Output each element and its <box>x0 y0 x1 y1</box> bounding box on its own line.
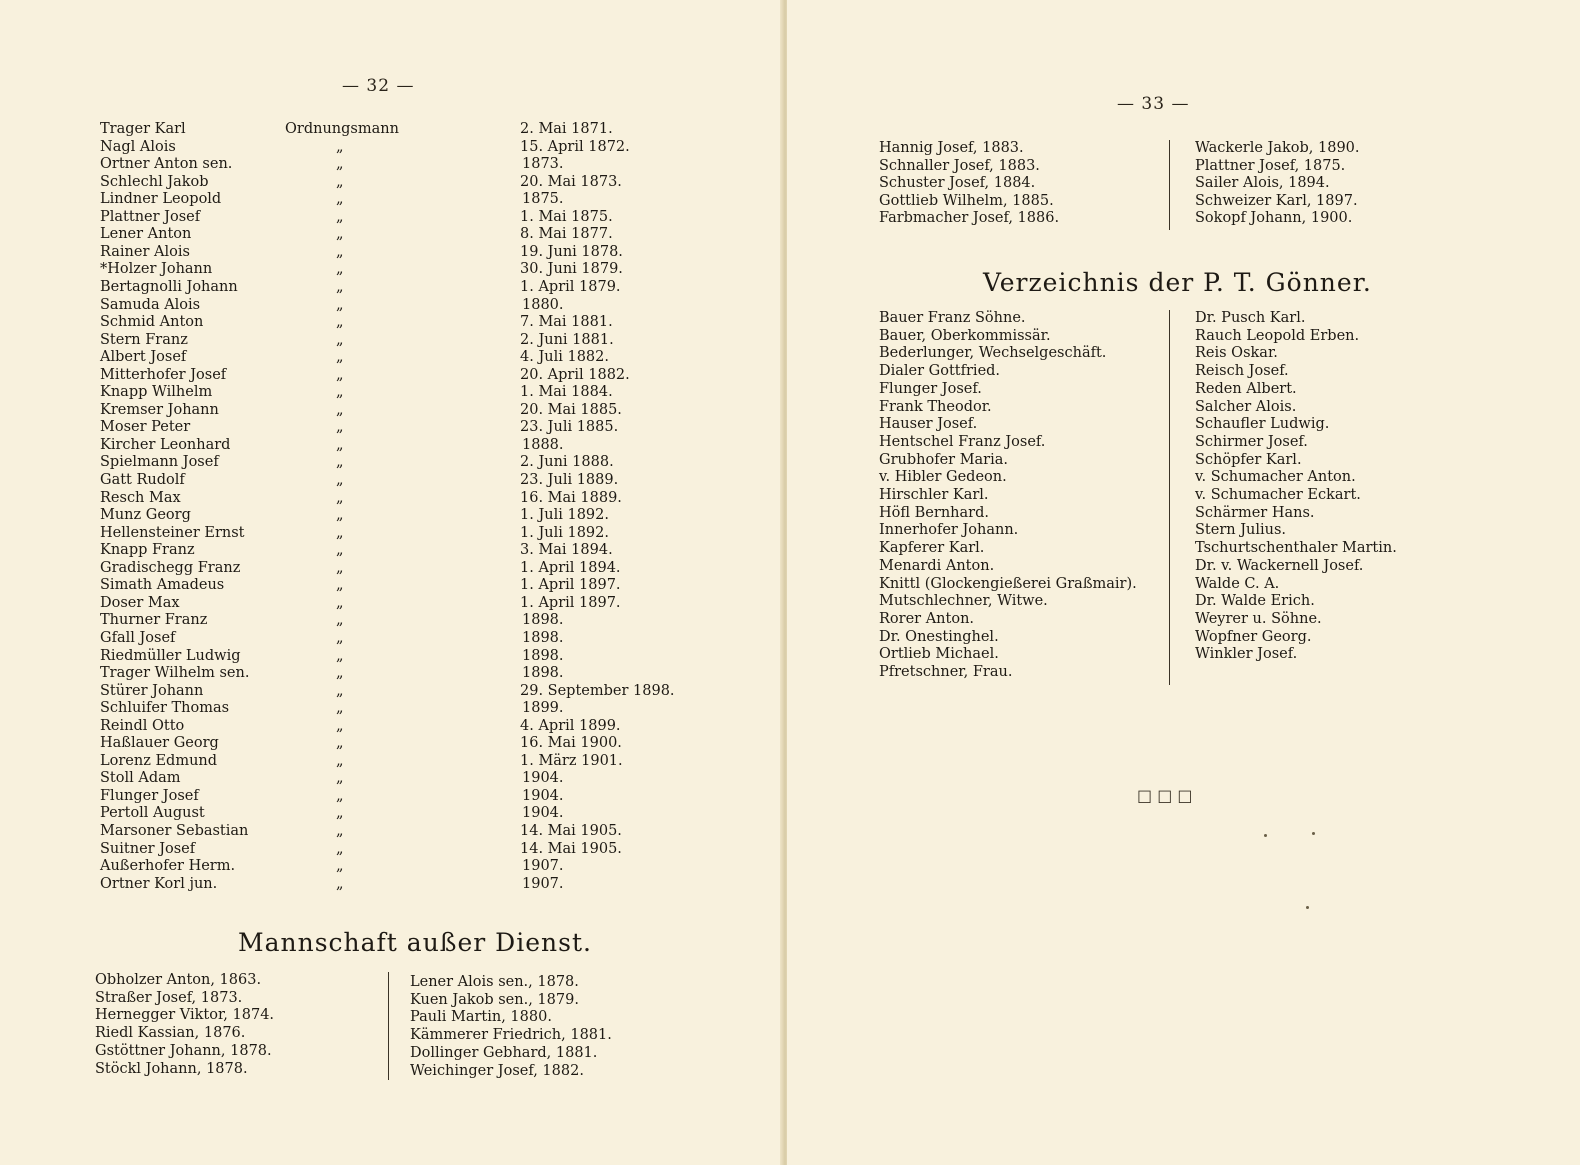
member-date: 1875. <box>522 191 564 208</box>
member-name: Stürer Johann <box>100 682 204 699</box>
member-rank: „ <box>336 629 344 646</box>
patron-entry: Ortlieb Michael. <box>879 646 999 663</box>
member-name: Flunger Josef <box>100 787 199 804</box>
member-rank: „ <box>336 173 344 190</box>
member-rank: „ <box>336 612 344 629</box>
retired-entry: Schuster Josef, 1884. <box>879 175 1036 192</box>
retired-entry: Plattner Josef, 1875. <box>1195 157 1346 174</box>
member-name: Haßlauer Georg <box>100 735 219 752</box>
member-date: 1873. <box>522 156 564 173</box>
member-rank: „ <box>336 665 344 682</box>
member-name: Trager Wilhelm sen. <box>100 665 250 682</box>
member-date: 1. Mai 1875. <box>520 208 613 225</box>
member-rank: „ <box>336 331 344 348</box>
member-date: 1907. <box>522 875 564 892</box>
retired-entry: Schweizer Karl, 1897. <box>1195 192 1358 209</box>
member-name: Trager Karl <box>100 121 186 137</box>
member-name: Gfall Josef <box>100 629 176 646</box>
retired-entry: Straßer Josef, 1873. <box>95 989 243 1006</box>
patron-entry: Dr. v. Wackernell Josef. <box>1195 557 1364 574</box>
retired-entry: Weichinger Josef, 1882. <box>410 1062 584 1079</box>
retired-entry: Farbmacher Josef, 1886. <box>879 210 1060 227</box>
patron-entry: Winkler Josef. <box>1195 646 1298 663</box>
patron-entry: Menardi Anton. <box>879 557 995 574</box>
member-date: 4. April 1899. <box>520 717 621 734</box>
member-rank: „ <box>336 542 344 559</box>
member-rank: „ <box>336 454 344 471</box>
member-name: Schluifer Thomas <box>100 700 230 717</box>
member-name: Ortner Anton sen. <box>100 156 233 173</box>
member-date: 7. Mai 1881. <box>520 314 613 331</box>
member-date: 1. April 1897. <box>520 577 621 594</box>
retired-entry: Kämmerer Friedrich, 1881. <box>410 1027 612 1044</box>
retired-entry: Dollinger Gebhard, 1881. <box>410 1044 598 1061</box>
member-date: 8. Mai 1877. <box>520 226 613 243</box>
member-rank: „ <box>336 489 344 506</box>
member-rank: „ <box>336 419 344 436</box>
patron-entry: Kapferer Karl. <box>879 540 985 557</box>
member-rank: „ <box>336 805 344 822</box>
section-title-retired: Mannschaft außer Dienst. <box>238 928 592 957</box>
member-rank: „ <box>336 208 344 225</box>
patron-entry: Salcher Alois. <box>1195 398 1297 415</box>
member-date: 1904. <box>522 787 564 804</box>
member-rank: „ <box>336 296 344 313</box>
patron-entry: Flunger Josef. <box>879 380 982 397</box>
member-date: 1898. <box>522 612 564 629</box>
paper-speck <box>1312 832 1315 835</box>
page-number: — 33 — <box>1117 94 1190 114</box>
member-rank: „ <box>336 559 344 576</box>
member-name: Lorenz Edmund <box>100 752 218 769</box>
member-date: 4. Juli 1882. <box>520 349 609 366</box>
patron-entry: Schärmer Hans. <box>1195 504 1315 521</box>
member-rank: „ <box>336 436 344 453</box>
member-rank: „ <box>336 770 344 787</box>
retired-entry: Stöckl Johann, 1878. <box>95 1060 248 1077</box>
member-name: Kircher Leonhard <box>100 436 231 453</box>
retired-entry: Wackerle Jakob, 1890. <box>1195 140 1360 156</box>
member-rank: „ <box>336 717 344 734</box>
member-name: Kremser Johann <box>100 401 219 418</box>
member-date: 1. Juli 1892. <box>520 524 609 541</box>
member-date: 1. Juli 1892. <box>520 507 609 524</box>
column-divider <box>1169 140 1170 230</box>
retired-entry: Pauli Martin, 1880. <box>410 1009 552 1026</box>
retired-entry: Sailer Alois, 1894. <box>1195 175 1330 192</box>
section-title-patrons: Verzeichnis der P. T. Gönner. <box>983 268 1372 297</box>
member-date: 1888. <box>522 436 564 453</box>
retired-entry: Gottlieb Wilhelm, 1885. <box>879 192 1054 209</box>
member-name: Schlechl Jakob <box>100 173 209 190</box>
member-date: 23. Juli 1885. <box>520 419 619 436</box>
member-rank: „ <box>336 349 344 366</box>
member-name: Albert Josef <box>100 349 187 366</box>
member-rank: „ <box>336 138 344 155</box>
member-rank: „ <box>336 858 344 875</box>
member-name: Nagl Alois <box>100 138 176 155</box>
member-rank: „ <box>336 823 344 839</box>
patron-entry: Frank Theodor. <box>879 398 992 415</box>
member-date: 29. September 1898. <box>520 682 675 699</box>
patron-entry: Bauer, Oberkommissär. <box>879 327 1051 344</box>
patron-entry: v. Schumacher Eckart. <box>1195 487 1361 503</box>
member-date: 1904. <box>522 770 564 787</box>
patron-entry: Knittl (Glockengießerei Graßmair). <box>879 575 1137 592</box>
member-name: Stern Franz <box>100 331 188 348</box>
member-rank: „ <box>336 314 344 331</box>
patron-entry: Schöpfer Karl. <box>1195 451 1302 468</box>
patron-entry: Dr. Walde Erich. <box>1195 593 1315 610</box>
patron-entry: Reis Oskar. <box>1195 345 1278 362</box>
member-name: Marsoner Sebastian <box>100 823 249 839</box>
member-date: 20. April 1882. <box>520 366 630 383</box>
member-name: Doser Max <box>100 594 180 611</box>
member-name: Reindl Otto <box>100 717 185 734</box>
ornament-squares: □ □ □ <box>1137 786 1193 805</box>
member-date: 1907. <box>522 858 564 875</box>
member-rank: Ordnungsmann <box>285 121 399 137</box>
member-rank: „ <box>336 752 344 769</box>
member-date: 1. April 1894. <box>520 559 621 576</box>
member-name: Munz Georg <box>100 507 191 524</box>
page-32 <box>0 0 784 1165</box>
member-rank: „ <box>336 243 344 260</box>
member-rank: „ <box>336 524 344 541</box>
column-divider <box>1169 310 1170 685</box>
patron-entry: Schaufler Ludwig. <box>1195 416 1330 433</box>
member-name: Bertagnolli Johann <box>100 278 238 295</box>
member-date: 16. Mai 1900. <box>520 735 622 752</box>
member-name: Außerhofer Herm. <box>100 858 236 875</box>
member-date: 1898. <box>522 647 564 664</box>
member-date: 1880. <box>522 296 564 313</box>
member-date: 1898. <box>522 629 564 646</box>
member-rank: „ <box>336 401 344 418</box>
member-name: Lindner Leopold <box>100 191 222 208</box>
member-date: 15. April 1872. <box>520 138 630 155</box>
page-number: — 32 — <box>342 76 415 96</box>
patron-entry: Hentschel Franz Josef. <box>879 433 1046 450</box>
member-date: 14. Mai 1905. <box>520 823 622 839</box>
member-name: Schmid Anton <box>100 314 204 331</box>
member-name: Mitterhofer Josef <box>100 366 227 383</box>
member-rank: „ <box>336 366 344 383</box>
member-date: 1. März 1901. <box>520 752 623 769</box>
member-rank: „ <box>336 507 344 524</box>
member-date: 1. Mai 1884. <box>520 384 613 401</box>
member-name: Gatt Rudolf <box>100 472 185 488</box>
retired-entry: Obholzer Anton, 1863. <box>95 972 262 988</box>
member-rank: „ <box>336 682 344 699</box>
patron-entry: Grubhofer Maria. <box>879 451 1009 468</box>
retired-entry: Riedl Kassian, 1876. <box>95 1025 246 1042</box>
member-rank: „ <box>336 840 344 857</box>
member-rank: „ <box>336 787 344 804</box>
patron-entry: Dialer Gottfried. <box>879 363 1001 380</box>
column-divider <box>388 972 389 1080</box>
member-name: Knapp Wilhelm <box>100 384 213 401</box>
member-rank: „ <box>336 472 344 488</box>
retired-entry: Sokopf Johann, 1900. <box>1195 210 1353 227</box>
page-33 <box>787 0 1580 1165</box>
member-date: 20. Mai 1885. <box>520 401 622 418</box>
retired-entry: Gstöttner Johann, 1878. <box>95 1042 272 1059</box>
patron-entry: Dr. Onestinghel. <box>879 628 999 645</box>
member-name: Spielmann Josef <box>100 454 219 471</box>
patron-entry: Hirschler Karl. <box>879 487 989 503</box>
member-name: Thurner Franz <box>100 612 208 629</box>
paper-speck <box>1264 834 1267 837</box>
patron-entry: Walde C. A. <box>1195 575 1280 592</box>
patron-entry: Tschurtschenthaler Martin. <box>1195 540 1397 557</box>
patron-entry: Hauser Josef. <box>879 416 978 433</box>
retired-entry: Hernegger Viktor, 1874. <box>95 1007 275 1024</box>
member-name: *Holzer Johann <box>100 261 213 278</box>
member-name: Simath Amadeus <box>100 577 225 594</box>
member-date: 23. Juli 1889. <box>520 472 619 488</box>
member-name: Riedmüller Ludwig <box>100 647 241 664</box>
retired-entry: Hannig Josef, 1883. <box>879 140 1024 156</box>
member-date: 20. Mai 1873. <box>520 173 622 190</box>
member-name: Moser Peter <box>100 419 191 436</box>
patron-entry: Rauch Leopold Erben. <box>1195 327 1360 344</box>
member-name: Resch Max <box>100 489 181 506</box>
member-date: 1898. <box>522 665 564 682</box>
patron-entry: Bauer Franz Söhne. <box>879 310 1026 326</box>
member-name: Suitner Josef <box>100 840 196 857</box>
patron-entry: Schirmer Josef. <box>1195 433 1308 450</box>
patron-entry: Reden Albert. <box>1195 380 1297 397</box>
member-date: 1904. <box>522 805 564 822</box>
retired-entry: Schnaller Josef, 1883. <box>879 157 1040 174</box>
member-rank: „ <box>336 875 344 892</box>
member-rank: „ <box>336 261 344 278</box>
patron-entry: Wopfner Georg. <box>1195 628 1312 645</box>
member-rank: „ <box>336 278 344 295</box>
patron-entry: Reisch Josef. <box>1195 363 1289 380</box>
member-date: 2. Juni 1881. <box>520 331 614 348</box>
patron-entry: Stern Julius. <box>1195 522 1287 539</box>
member-name: Plattner Josef <box>100 208 201 225</box>
member-name: Gradischegg Franz <box>100 559 241 576</box>
member-rank: „ <box>336 735 344 752</box>
member-rank: „ <box>336 577 344 594</box>
patron-entry: Höfl Bernhard. <box>879 504 989 521</box>
retired-entry: Lener Alois sen., 1878. <box>410 974 579 990</box>
member-name: Knapp Franz <box>100 542 195 559</box>
member-date: 1899. <box>522 700 564 717</box>
patron-entry: v. Hibler Gedeon. <box>879 469 1007 486</box>
member-name: Pertoll August <box>100 805 205 822</box>
member-date: 3. Mai 1894. <box>520 542 613 559</box>
patron-entry: v. Schumacher Anton. <box>1195 469 1356 486</box>
member-name: Samuda Alois <box>100 296 201 313</box>
member-name: Ortner Korl jun. <box>100 875 218 892</box>
member-name: Stoll Adam <box>100 770 181 787</box>
member-rank: „ <box>336 156 344 173</box>
member-rank: „ <box>336 226 344 243</box>
member-name: Lener Anton <box>100 226 192 243</box>
member-date: 1. April 1897. <box>520 594 621 611</box>
member-rank: „ <box>336 191 344 208</box>
patron-entry: Mutschlechner, Witwe. <box>879 593 1048 610</box>
retired-entry: Kuen Jakob sen., 1879. <box>410 991 579 1008</box>
member-date: 30. Juni 1879. <box>520 261 623 278</box>
patron-entry: Innerhofer Johann. <box>879 522 1019 539</box>
patron-entry: Weyrer u. Söhne. <box>1195 610 1322 627</box>
member-date: 19. Juni 1878. <box>520 243 623 260</box>
patron-entry: Dr. Pusch Karl. <box>1195 310 1306 326</box>
member-rank: „ <box>336 700 344 717</box>
paper-speck <box>1306 906 1309 909</box>
member-date: 2. Juni 1888. <box>520 454 614 471</box>
member-name: Rainer Alois <box>100 243 190 260</box>
patron-entry: Pfretschner, Frau. <box>879 664 1013 680</box>
patron-entry: Rorer Anton. <box>879 610 975 627</box>
member-date: 14. Mai 1905. <box>520 840 622 857</box>
member-date: 16. Mai 1889. <box>520 489 622 506</box>
member-rank: „ <box>336 594 344 611</box>
patron-entry: Bederlunger, Wechselgeschäft. <box>879 345 1107 362</box>
member-name: Hellensteiner Ernst <box>100 524 245 541</box>
member-date: 1. April 1879. <box>520 278 621 295</box>
member-rank: „ <box>336 384 344 401</box>
member-rank: „ <box>336 647 344 664</box>
member-date: 2. Mai 1871. <box>520 121 613 137</box>
